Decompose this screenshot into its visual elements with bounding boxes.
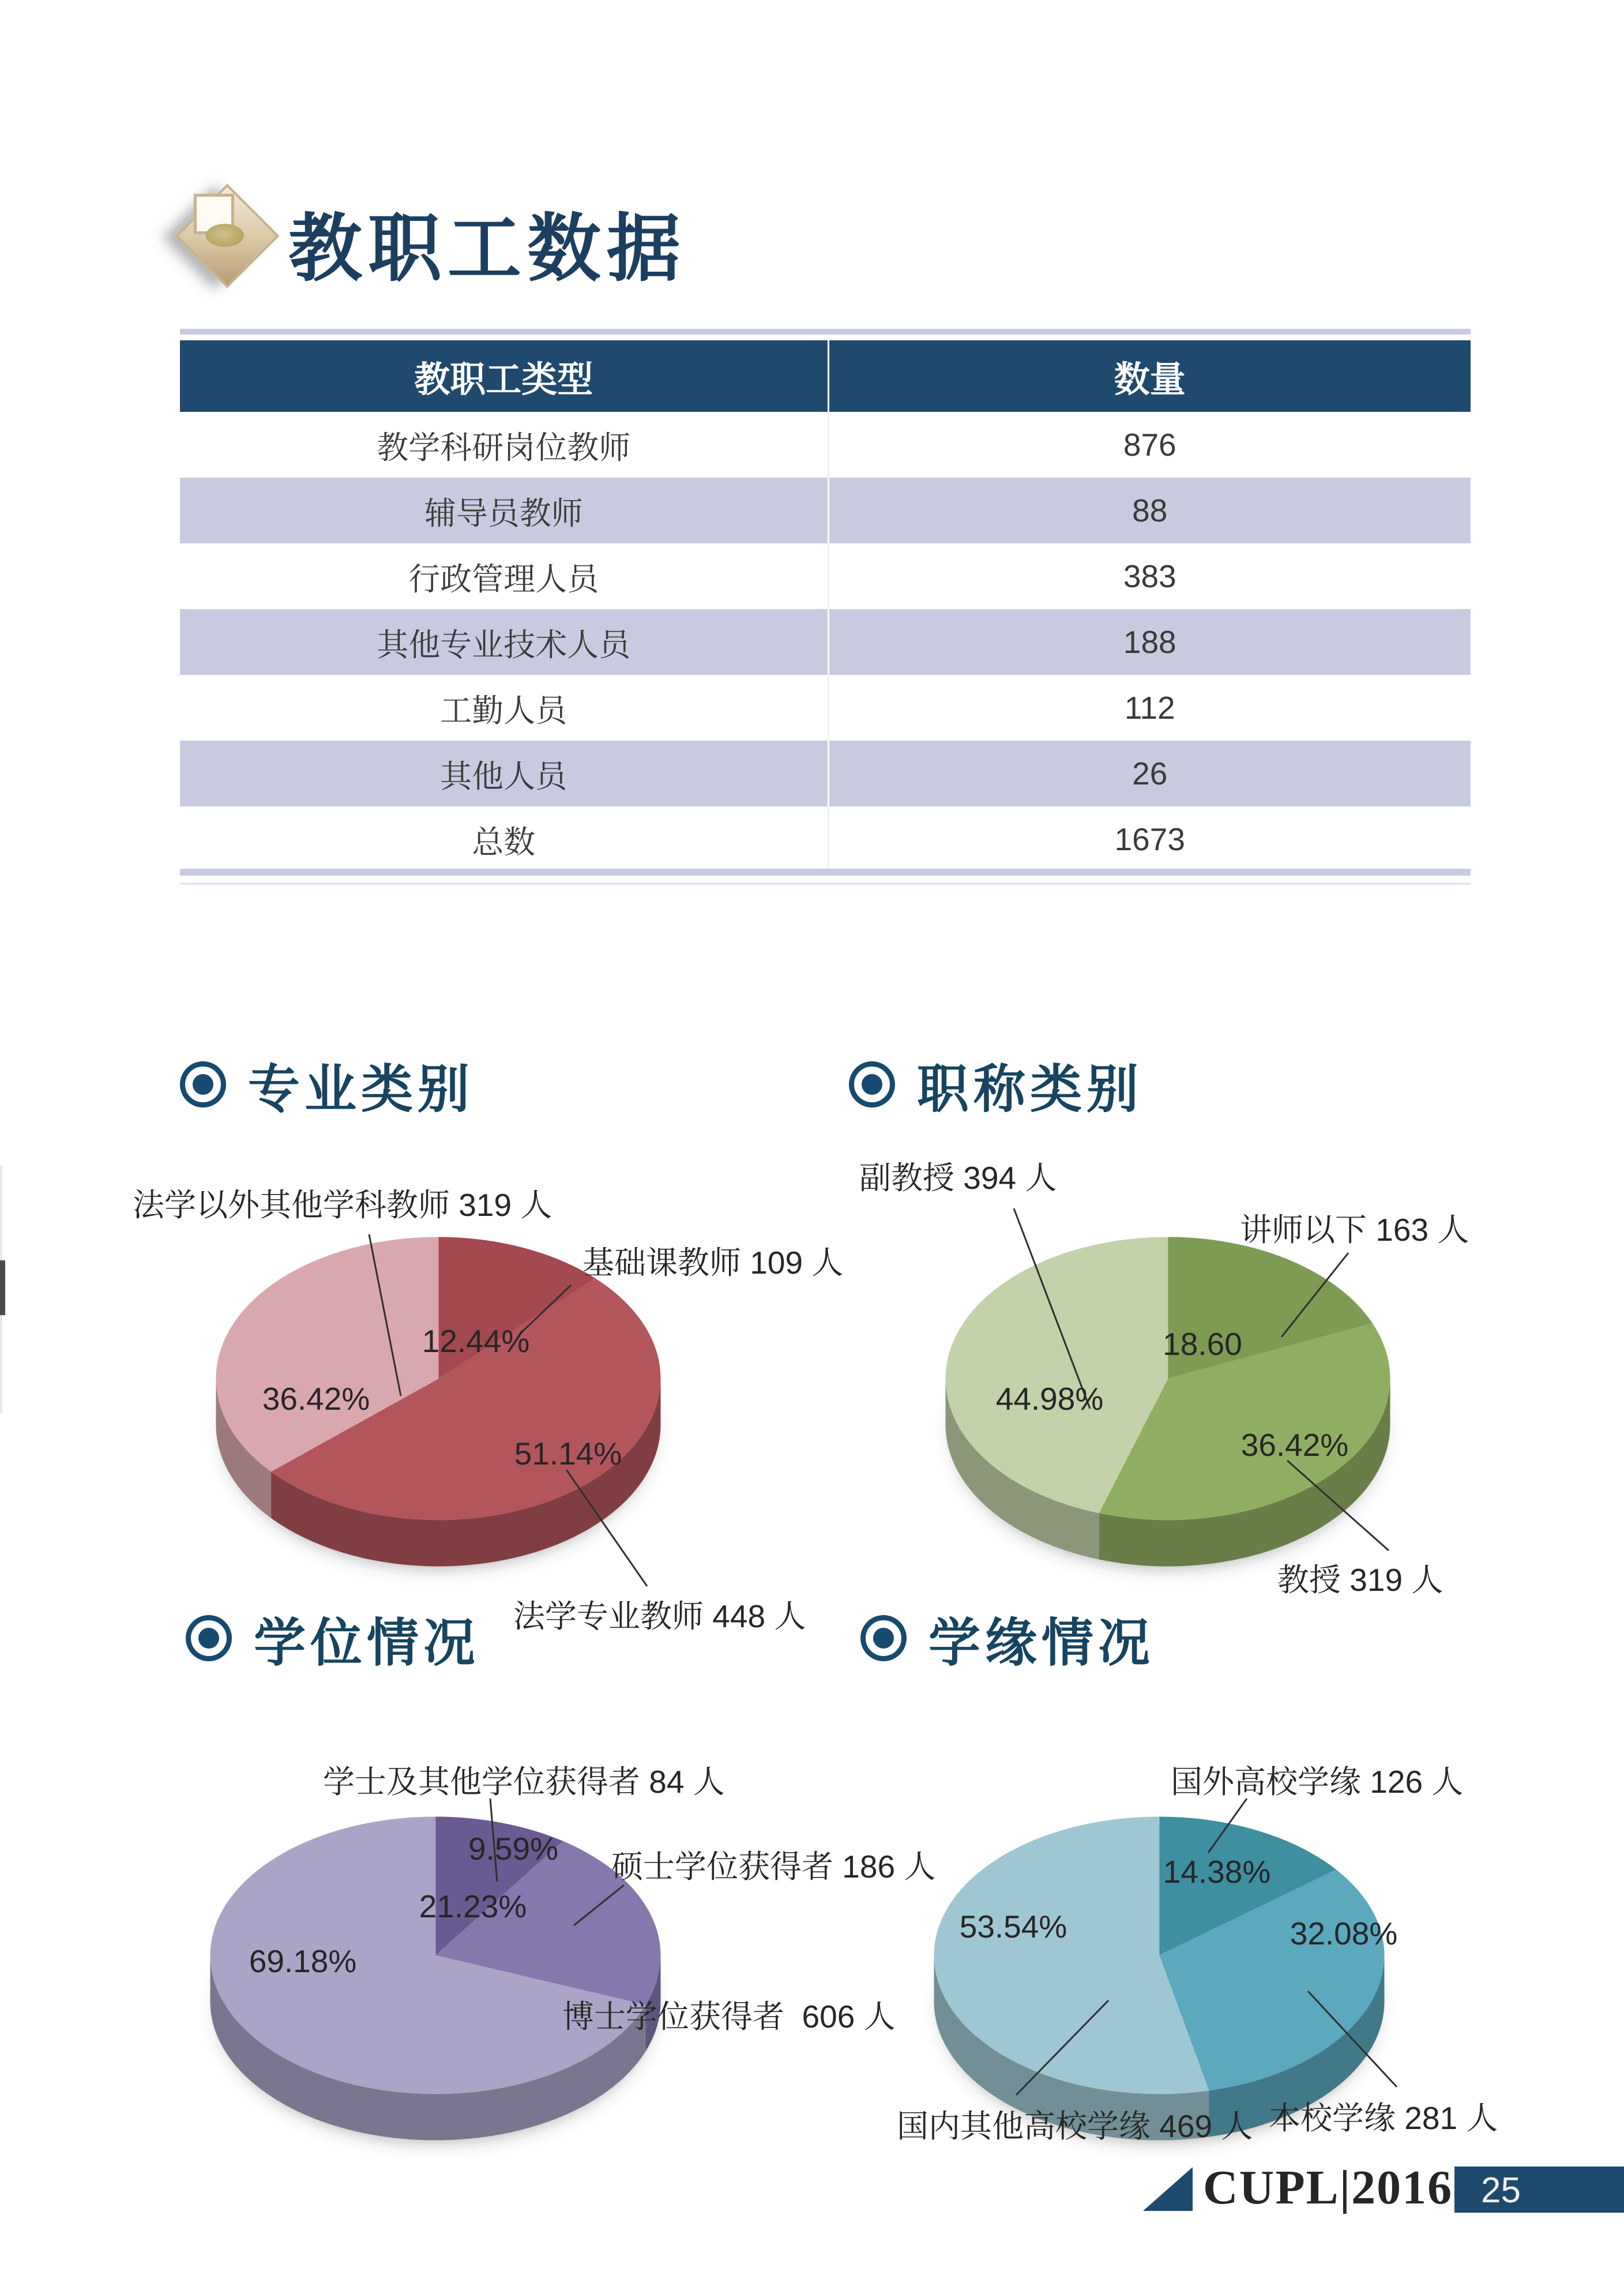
quantity-cell: 26 <box>828 741 1471 806</box>
pie-callout-label: 法学以外其他学科教师 319 人 <box>133 1187 552 1223</box>
pie-callout-label: 学士及其他学位获得者 84 人 <box>323 1764 725 1800</box>
section-title: 职称类别 <box>917 1061 1143 1118</box>
pie-callout-label: 讲师以下 163 人 <box>1240 1212 1469 1248</box>
pie-percent-label: 36.42% <box>1240 1427 1349 1463</box>
section-title: 学缘情况 <box>928 1615 1155 1672</box>
pie-percent-label: 36.42% <box>262 1381 370 1417</box>
staff-type-cell: 行政管理人员 <box>180 543 828 609</box>
quantity-cell: 188 <box>828 609 1471 675</box>
quantity-cell: 1673 <box>828 806 1471 872</box>
pie-callout-label: 教授 319 人 <box>1277 1562 1443 1598</box>
staff-type-cell: 工勤人员 <box>180 675 828 741</box>
pie-percent-label: 12.44% <box>422 1323 530 1359</box>
section-title: 专业类别 <box>248 1061 474 1118</box>
quantity-cell: 88 <box>828 478 1471 543</box>
pie-percent-label: 44.98% <box>995 1381 1104 1417</box>
pie-percent-label: 51.14% <box>514 1436 622 1471</box>
footer-brand: CUPL|2016 <box>1203 2161 1453 2214</box>
staff-type-cell: 总数 <box>180 806 828 872</box>
pie-percent-label: 9.59% <box>468 1831 558 1867</box>
staff-type-cell: 其他人员 <box>180 741 828 806</box>
pie-percent-label: 18.60 <box>1163 1326 1242 1362</box>
pie-percent-label: 69.18% <box>249 1943 357 1979</box>
quantity-cell: 876 <box>828 412 1471 478</box>
pie-callout-label: 硕士学位获得者 186 人 <box>611 1849 936 1884</box>
staff-type-cell: 教学科研岗位教师 <box>180 412 828 478</box>
section-title: 学位情况 <box>254 1615 480 1672</box>
quantity-cell: 112 <box>828 675 1471 741</box>
pie-percent-label: 32.08% <box>1290 1916 1398 1951</box>
pie-percent-label: 21.23% <box>419 1888 527 1924</box>
column-header-staff-type: 教职工类型 <box>180 340 828 412</box>
footer-page-number: 25 <box>1481 2171 1521 2210</box>
page-title: 教职工数据 <box>288 208 687 290</box>
pie-callout-label: 博士学位获得者 606 人 <box>562 1999 896 2034</box>
pie-percent-label: 53.54% <box>959 1909 1067 1944</box>
column-header-quantity: 数量 <box>828 340 1471 412</box>
quantity-cell: 383 <box>828 543 1471 609</box>
staff-type-cell: 辅导员教师 <box>180 478 828 543</box>
pie-percent-label: 14.38% <box>1163 1854 1271 1890</box>
pie-callout-label: 本校学缘 281 人 <box>1269 2100 1498 2136</box>
pie-callout-label: 法学专业教师 448 人 <box>513 1598 806 1634</box>
pie-callout-label: 国外高校学缘 126 人 <box>1171 1764 1464 1800</box>
pie-callout-label: 基础课教师 109 人 <box>582 1245 844 1281</box>
staff-type-cell: 其他专业技术人员 <box>180 609 828 675</box>
pie-callout-label: 国内其他高校学缘 469 人 <box>897 2108 1253 2144</box>
pie-callout-label: 副教授 394 人 <box>859 1160 1057 1196</box>
